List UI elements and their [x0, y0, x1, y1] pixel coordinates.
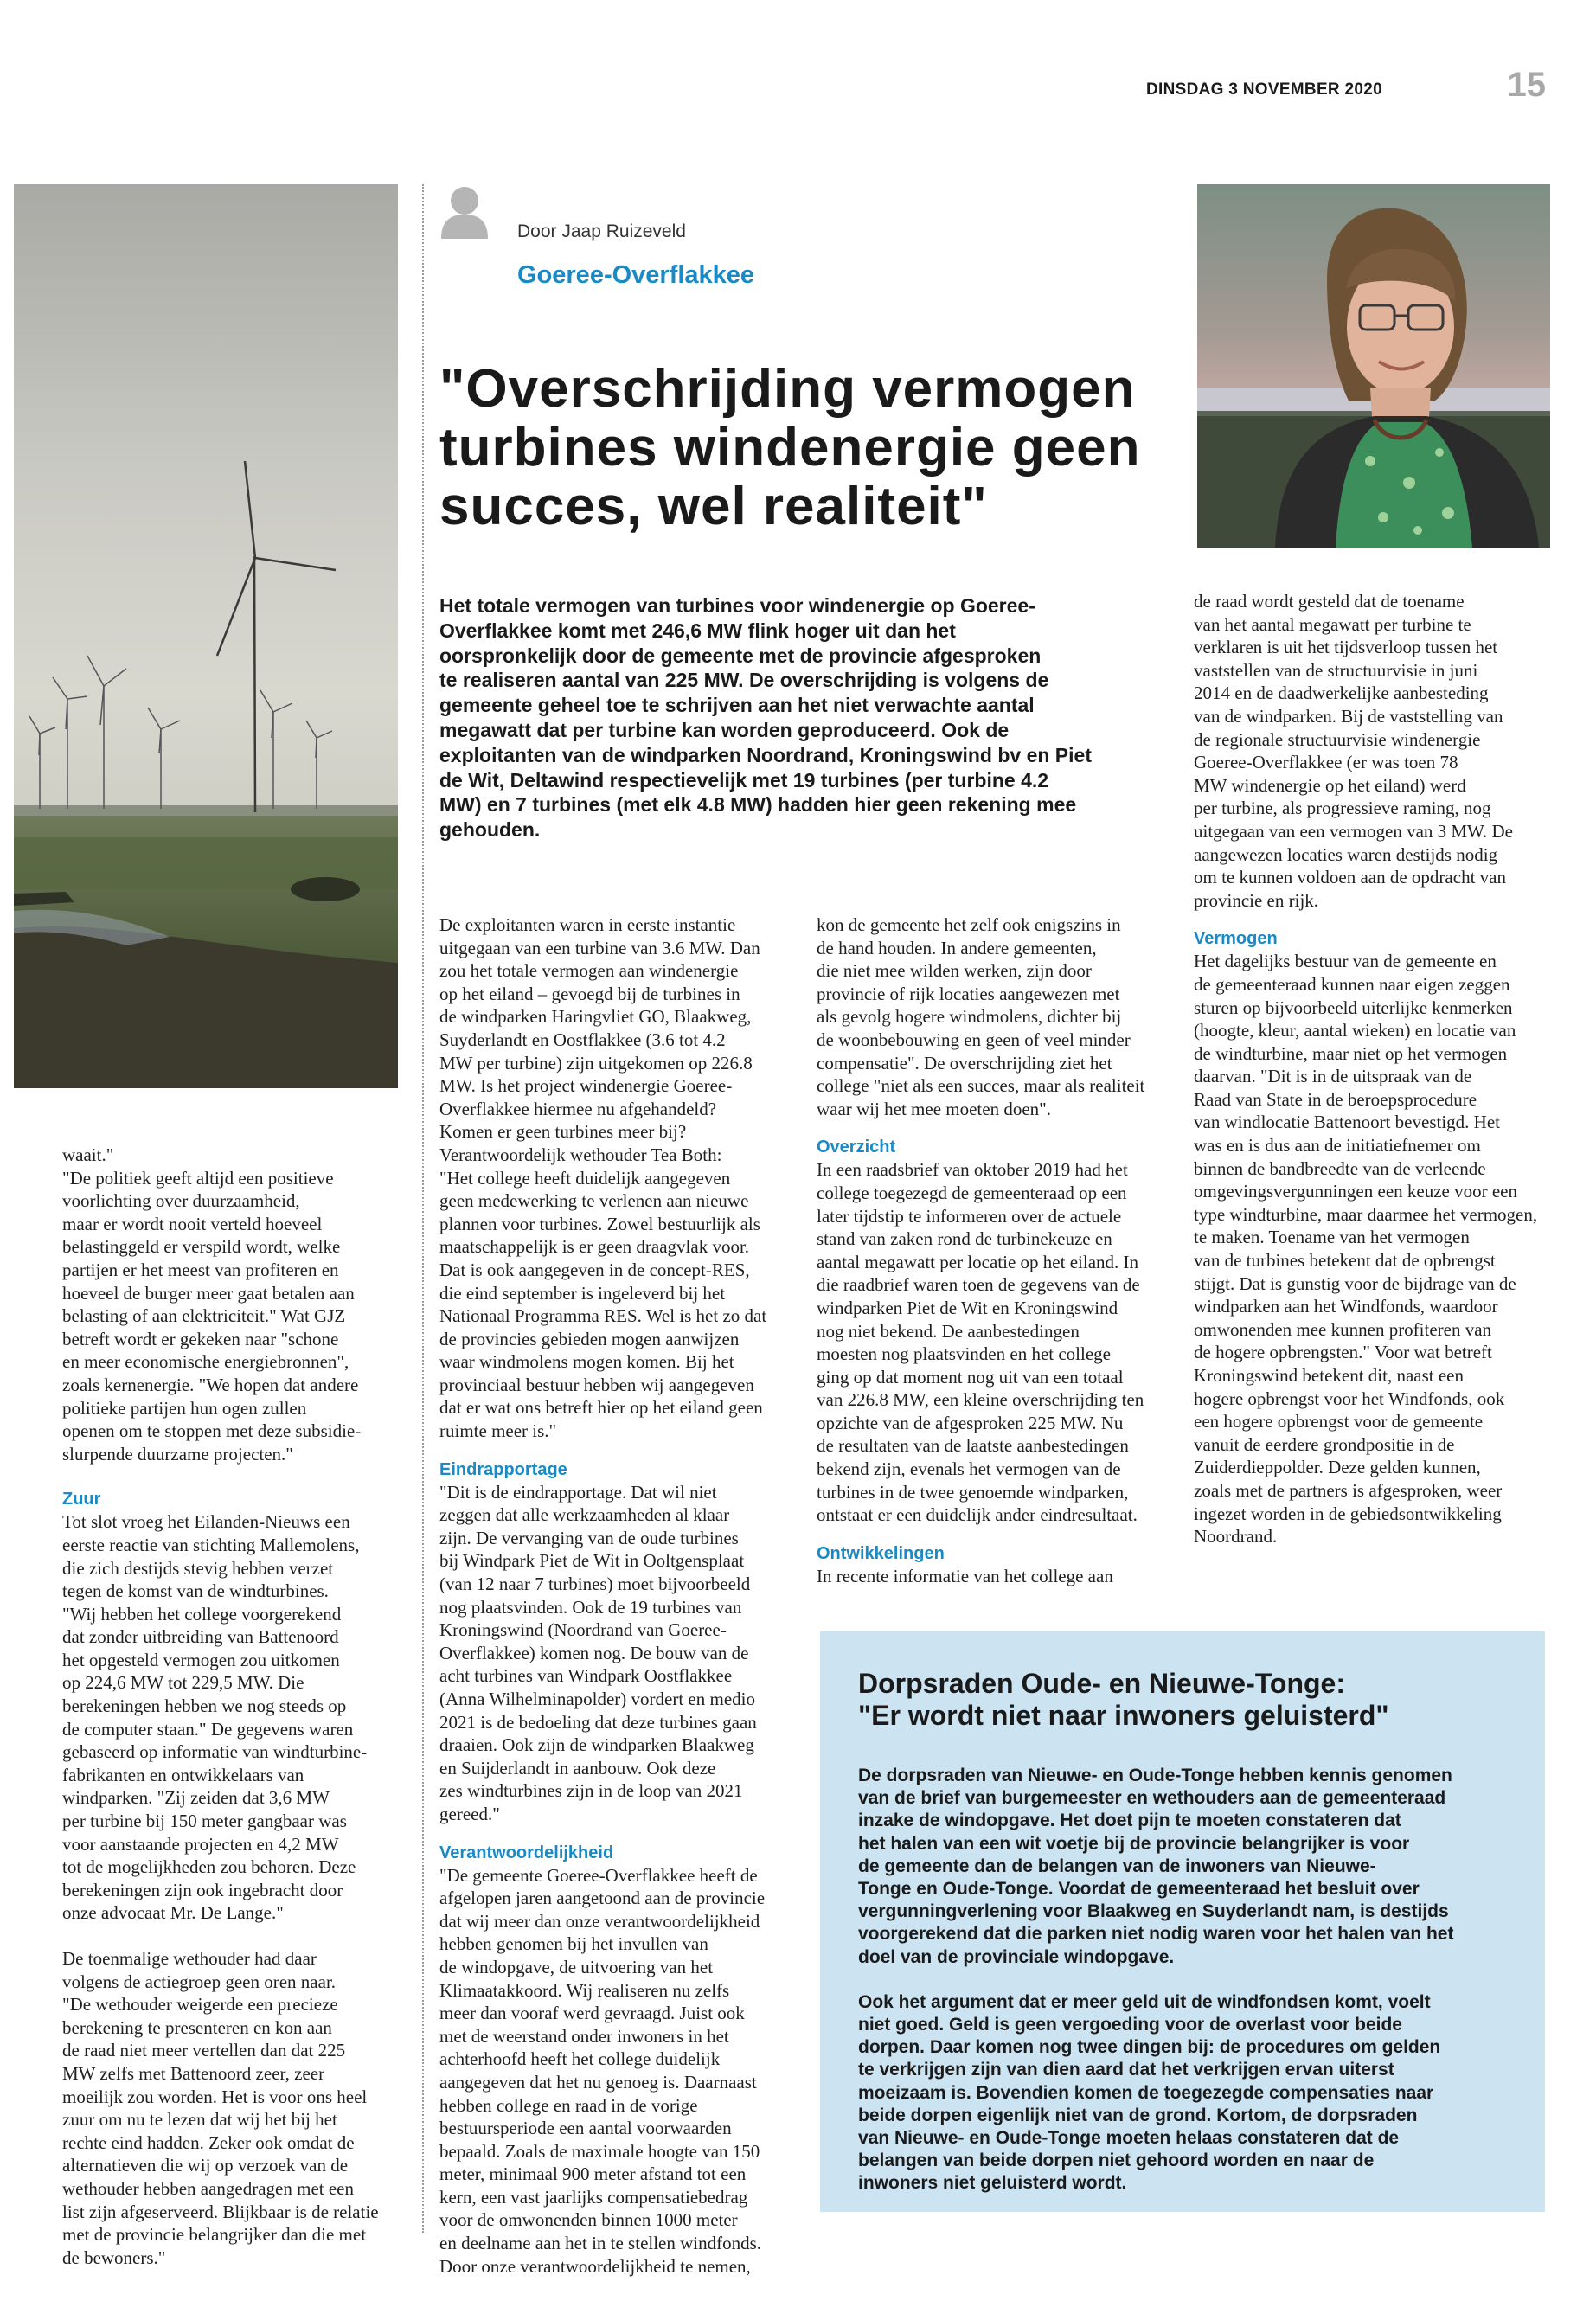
subheading-ontwikkelingen: Ontwikkelingen	[817, 1543, 945, 1563]
article-column-4	[1194, 590, 1557, 1548]
alderman-portrait-photo	[1197, 184, 1550, 548]
column-1-paragraph-3: De toenmalige wethouder had daar volgens de actiegroep geen oren naar. "De wethouder weigerde een precieze berekening te presenteren en kon aan de raad niet meer vertellen dan dat 225 MW zelfs met Battenoord zeer, zeer moeilijk zou worden. Het is voor ons heel zuur om nu te lezen dat wij het bij het rechte eind hadden. Zeker ook omdat de alternatieven die wij op verzoek van de wethouder hebben aangedragen met een list zijn afgeserveerd. Blijkbaar is de relatie met de provincie belangrijker dan die met de bewoners."	[62, 1948, 379, 2268]
column-3-paragraph-1: kon de gemeente het zelf ook enigszins in de hand houden. In andere gemeenten, die niet mee wilden werken, zijn door provincie of rijk locaties aangewezen met als gevolg hogere windmolens, dichter bij de woonbebouwing en geen of veel minder compensatie". De overschrijding ziet het college "niet als een succes, maar als realiteit waar wij het mee moeten doen".	[817, 914, 1145, 1119]
column-2-paragraph-2: "Dit is de eindrapportage. Dat wil niet zeggen dat alle werkzaamheden al klaar zijn. De vervanging van de oude turbines bij Windpark Piet de Wit in Ooltgensplaat (van 12 naar 7 turbines) moet bijvoorbeeld nog plaatsvinden. Ook de 19 turbines van Kroningswind (Noordrand van Goeree- Overflakkee) komen nog. De bouw van de acht turbines van Windpark Oostflakkee (Anna Wilhelminapolder) vordert en medio 2021 is de bedoeling dat deze turbines gaan draaien. Ook zijn de windparken Blaakweg en Suijderlandt in aanbouw. Ook deze zes windturbines zijn in de loop van 2021 gereed."	[439, 1481, 757, 1824]
subheading-eindrapportage: Eindrapportage	[439, 1459, 567, 1479]
sidebar-box-title: Dorpsraden Oude- en Nieuwe-Tonge: "Er wordt niet naar inwoners geluisterd"	[858, 1668, 1389, 1731]
column-1-paragraph-1: waait." "De politiek geeft altijd een positieve voorlichting over duurzaamheid, maar er wordt nooit verteld hoeveel belastinggeld er verspild wordt, welke partijen er het meest van profiteren en hoeveel de burger meer gaat betalen aan belasting of aan elektriciteit." Wat GJZ betreft wordt er gekeken naar "schone en meer economische energiebronnen", zoals kernenergie. "We hopen dat andere politieke partijen hun ogen zullen openen om te stoppen met deze subsidie- slurpende duurzame projecten."	[62, 1144, 362, 1465]
column-2-paragraph-3: "De gemeente Goeree-Overflakkee heeft de afgelopen jaren aangetoond aan de provincie dat wij meer dan onze verantwoordelijkheid hebben genomen bij het invullen van de windopgave, de uitvoering van het Klimaatakkoord. Wij realiseren nu zelfs meer dan vooraf werd gevraagd. Juist ook met de weerstand onder inwoners in het achterhoofd heeft het college duidelijk aangegeven dat het nu genoeg is. Daarnaast hebben college en raad in de vorige bestuursperiode een aantal voorwaarden bepaald. Zoals de maximale hoogte van 150 meter, minimaal 900 meter afstand tot een kern, een vast jaarlijks compensatiebedrag voor de omwonenden binnen 1000 meter en deelname aan het in te stellen windfonds. Door onze verantwoordelijkheid te nemen,	[439, 1864, 766, 2277]
sidebar-box-body	[858, 1765, 1516, 2195]
article-headline: "Overschrijding vermogen turbines windenergie geen succes, wel realiteit"	[439, 359, 1141, 536]
subheading-vermogen: Vermogen	[1194, 929, 1278, 949]
column-4-paragraph-1: de raad wordt gesteld dat de toename van het aantal megawatt per turbine te verklaren is uit het tijdsverloop tussen het vaststellen van de structuurvisie in juni 2014 en de daadwerkelijke aanbesteding van de windparken. Bij de vaststelling van de regionale structuurvisie windenergie Goeree-Overflakkee (er was toen 78 MW windenergie op het eiland) werd per turbine, als progressieve raming, nog uitgegaan van een vermogen van 3 MW. De aangewezen locaties waren destijds nodig om te kunnen voldoen aan de opdracht van provincie en rijk.	[1194, 591, 1513, 911]
wind-turbine-landscape-photo	[14, 184, 398, 1088]
page-number: 15	[1507, 66, 1546, 104]
article-column-1	[62, 1144, 408, 2269]
column-3-paragraph-3: In recente informatie van het college aan	[817, 1565, 1113, 1586]
article-column-2	[439, 913, 803, 2278]
issue-date: DINSDAG 3 NOVEMBER 2020	[1146, 80, 1382, 99]
article-lead: Het totale vermogen van turbines voor windenergie op Goeree- Overflakkee komt met 246,6 MW flink hoger uit dan het oorspronkelijk door de gemeente met de provincie afgesproken te realiseren aantal van 225 MW. De overschrijding is volgens de gemeente geheel toe te schrijven aan het niet verwachte aantal megawatt dat per turbine kan worden geproduceerd. Ook de exploitanten van de windparken Noordrand, Kroningswind bv en Piet de Wit, Deltawind respectievelijk met 19 turbines (per turbine 4.2 MW) en 7 turbines (met elk 4.8 MW) hadden hier geen rekening mee gehouden.	[439, 594, 1092, 842]
column-3-paragraph-2: In een raadsbrief van oktober 2019 had het college toegezegd de gemeenteraad op een later tijdstip te informeren over de actuele stand van zaken rond de turbinekeuze en aantal megawatt per locatie op het eiland. In die raadbrief waren toen de gegevens van de windparken Piet de Wit en Kroningswind nog niet bekend. De aanbestedingen moesten nog plaatsvinden en het college ging op dat moment nog uit van een totaal van 226.8 MW, een kleine overschrijding ten opzichte van de afgesproken 225 MW. Nu de resultaten van de laatste aanbestedingen bekend zijn, evenals het vermogen van de turbines in de twee genoemde windparken, ontstaat er een duidelijk ander eindresultaat.	[817, 1159, 1144, 1526]
sidebar-box-paragraph-2: Ook het argument dat er meer geld uit de windfondsen komt, voelt niet goed. Geld is geen vergoeding voor de overlast voor beide dorpen. Daar komen nog twee dingen bij: de procedures om gelden te verkrijgen zijn van dien aard dat het verkrijgen ervan uiterst moeizaam is. Bovendien komen de toegezegde compensaties naar beide dorpen eigenlijk niet van de grond. Kortom, de dorpsraden van Nieuwe- en Oude-Tonge moeten helaas constateren dat de belangen van beide dorpen niet gehoord worden en naar de inwoners niet geluisterd wordt.	[858, 1991, 1441, 2194]
article-column-3	[817, 913, 1180, 1587]
column-divider	[422, 184, 424, 2233]
column-1-paragraph-2: Tot slot vroeg het Eilanden-Nieuws een eerste reactie van stichting Mallemolens, die zich destijds stevig hebben verzet tegen de komst van de windturbines. "Wij hebben het college voorgerekend dat zonder uitbreiding van Battenoord het opgesteld vermogen zou uitkomen op 224,6 MW tot 229,5 MW. Die berekeningen hebben we nog steeds op de computer staan." De gegevens waren gebaseerd op informatie van windturbine- fabrikanten en ontwikkelaars van windparken. "Zij zeiden dat 3,6 MW per turbine bij 150 meter gangbaar was voor aanstaande projecten en 4,2 MW tot de mogelijkheden zou behoren. Deze berekeningen zijn ook ingebracht door onze advocaat Mr. De Lange."	[62, 1511, 368, 1924]
column-4-paragraph-2: Het dagelijks bestuur van de gemeente en de gemeenteraad kunnen naar eigen zeggen sturen op bijvoorbeeld uiterlijke kenmerken (hoogte, kleur, aantal wieken) en locatie van de windturbine, maar niet op het vermogen daarvan. "Dit is in de uitspraak van de Raad van State in de beroepsprocedure van windlocatie Battenoort bevestigd. Het was en is dus aan de initiatiefnemer om binnen de bandbreedte van de verleende omgevingsvergunningen een keuze voor een type windturbine, maar daarmee het vermogen, te maken. Toename van het vermogen van de turbines betekent dat de opbrengst stijgt. Dat is gunstig voor de bijdrage van de windparken aan het Windfonds, waardoor omwonenden mee kunnen profiteren van de hogere opbrengsten." Voor wat betreft Kroningswind betekent dit, naast een hogere opbrengst voor het Windfonds, ook een hogere opbrengst voor de gemeente vanuit de eerdere grondpositie in de Zuiderdieppolder. Deze gelden kunnen, zoals met de partners is afgesproken, weer ingezet worden in de gebiedsontwikkeling Noordrand.	[1194, 951, 1538, 1548]
subheading-overzicht: Overzicht	[817, 1138, 896, 1157]
subheading-zuur: Zuur	[62, 1490, 101, 1509]
region-label: Goeree-Overflakkee	[517, 261, 755, 289]
byline: Door Jaap Ruizeveld	[517, 221, 686, 241]
sidebar-box-paragraph-1: De dorpsraden van Nieuwe- en Oude-Tonge hebben kennis genomen van de brief van burgemeester en wethouders aan de gemeenteraad inzake de windopgave. Het doet pijn te moeten constateren dat het halen van een wit voetje bij de provincie belangrijker is voor de gemeente dan de belangen van de inwoners van Nieuwe- Tonge en Oude-Tonge. Voordat de gemeenteraad het besluit over vergunningverlening voor Blaakweg en Suyderlandt nam, is destijds voorgerekend dat die parken niet nodig waren voor het halen van het doel van de provinciale windopgave.	[858, 1766, 1454, 1967]
subheading-verantwoordelijkheid: Verantwoordelijkheid	[439, 1843, 614, 1862]
column-2-paragraph-1: De exploitanten waren in eerste instantie uitgegaan van een turbine van 3.6 MW. Dan zou het totale vermogen aan windenergie op het eiland – gevoegd bij de turbines in de windparken Haringvliet GO, Blaakweg, Suyderlandt en Oostflakkee (3.6 tot 4.2 MW per turbine) zijn uitgekomen op 226.8 MW. Is het project windenergie Goeree- Overflakkee hiermee nu afgehandeld? Komen er geen turbines meer bij? Verantwoordelijk wethouder Tea Both: "Het college heeft duidelijk aangegeven geen medewerking te verlenen aan nieuwe plannen voor turbines. Zowel bestuurlijk als maatschappelijk is er geen draagvlak voor. Dat is ook aangegeven in de concept-RES, die eind september is ingeleverd bij het Nationaal Programma RES. Wel is het zo dat de provincies gebieden mogen aanwijzen waar windmolens mogen komen. Bij het provinciaal bestuur hebben wij aangegeven dat er wat ons betreft hier op het eiland geen ruimte meer is."	[439, 914, 767, 1442]
person-silhouette-icon	[439, 183, 490, 239]
